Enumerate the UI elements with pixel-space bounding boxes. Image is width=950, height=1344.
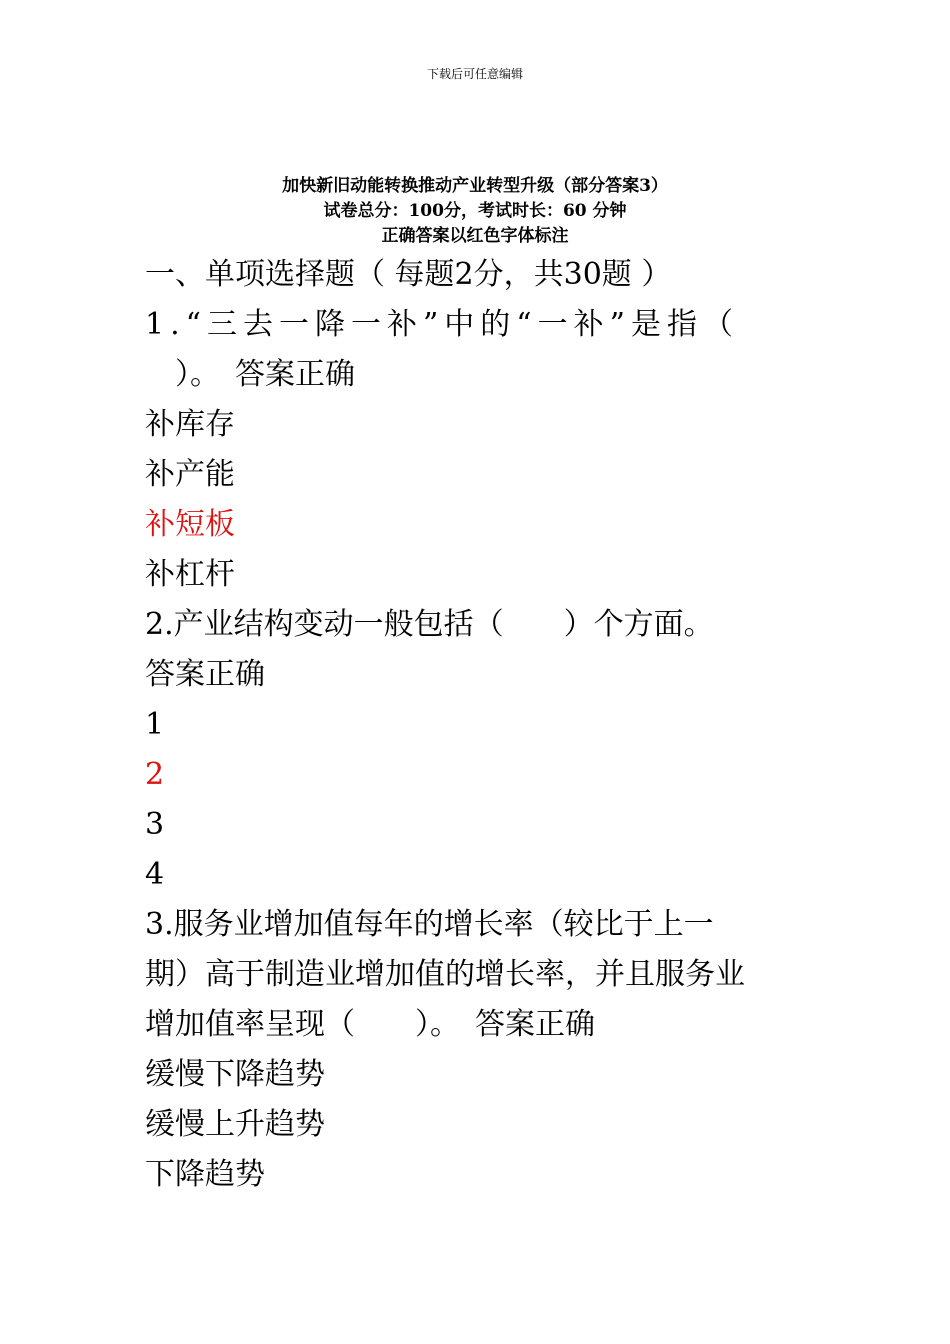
question-2-option-3: 3 xyxy=(145,807,165,842)
question-3-stem-line-3: 增加值率呈现（ ）。 答案正确 xyxy=(145,1007,595,1042)
question-1-option-3-correct: 补短板 xyxy=(145,507,235,542)
question-list xyxy=(145,250,810,1200)
question-2-stem-line-2: 答案正确 xyxy=(145,657,265,692)
question-2-option-1: 1 xyxy=(145,707,165,742)
question-1-option-2: 补产能 xyxy=(145,457,235,492)
question-1-option-1: 补库存 xyxy=(145,407,235,442)
question-3-stem-line-2: 期）高于制造业增加值的增长率，并且服务业 xyxy=(145,957,745,992)
document-header xyxy=(0,174,950,249)
question-2-stem-line-1: 2.产业结构变动一般包括（ ）个方面。 xyxy=(145,607,714,642)
question-3-option-1: 缓慢下降趋势 xyxy=(145,1057,325,1092)
document-title: 加快新旧动能转换推动产业转型升级（部分答案3） xyxy=(282,176,668,196)
question-3-option-2: 缓慢上升趋势 xyxy=(145,1107,325,1142)
question-1-stem-line-2: ）。 答案正确 xyxy=(175,357,355,392)
answer-note: 正确答案以红色字体标注 xyxy=(381,226,569,246)
question-1-option-4: 补杠杆 xyxy=(145,557,235,592)
question-2-option-2-correct: 2 xyxy=(145,757,165,792)
top-note: 下载后可任意编辑 xyxy=(426,67,523,81)
exam-info: 试卷总分：100分，考试时长：60 分钟 xyxy=(323,201,627,221)
question-2-option-4: 4 xyxy=(145,857,165,892)
question-3-option-3: 下降趋势 xyxy=(145,1157,265,1192)
question-1-stem-line-1: 1.“三去一降一补”中的“一补”是指（ xyxy=(145,307,739,342)
section-title: 一、单项选择题（ 每题2分，共30题 ） xyxy=(145,257,672,292)
question-3-stem-line-1: 3.服务业增加值每年的增长率（较比于上一 xyxy=(145,907,714,942)
